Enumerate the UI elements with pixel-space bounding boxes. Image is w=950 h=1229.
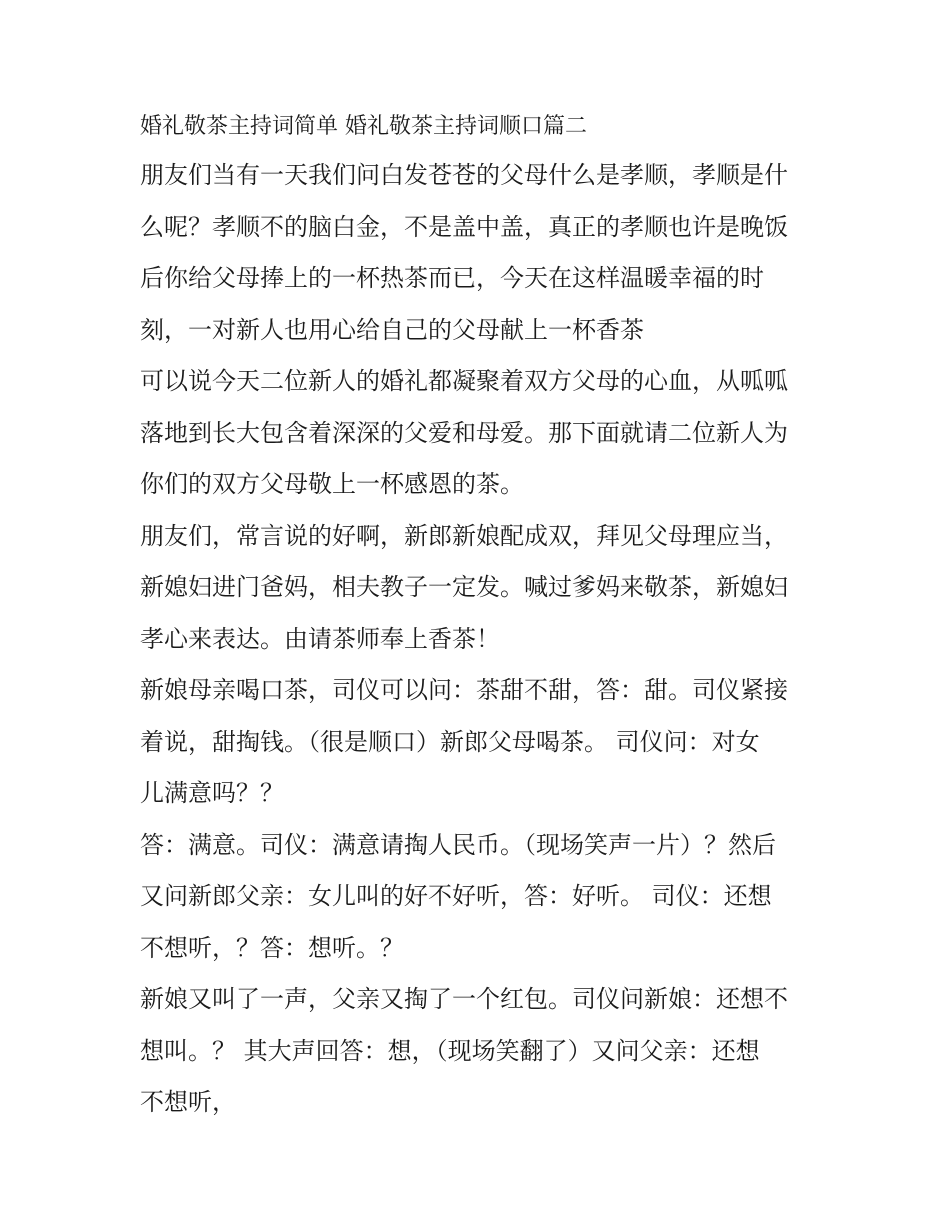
text-line: 后你给父母捧上的一杯热茶而已，今天在这样温暖幸福的时	[140, 264, 764, 292]
text-line: 又问新郎父亲：女儿叫的好不好听，答：好听。 司仪：还想	[140, 882, 772, 910]
text-line: 朋友们当有一天我们问白发苍苍的父母什么是孝顺，孝顺是什	[140, 161, 788, 189]
text-line: 朋友们，常言说的好啊，新郎新娘配成双，拜见父母理应当，	[140, 521, 788, 550]
text-line: 刻，一对新人也用心给自己的父母献上一杯香茶	[140, 315, 644, 344]
text-line: 答：满意。司仪：满意请掏人民币。（现场笑声一片）？然后	[140, 830, 776, 859]
text-line: 不想听，？答：想听。？	[140, 933, 404, 962]
text-line: 想叫。？ 其大声回答：想，（现场笑翻了）又问父亲：还想	[140, 1036, 760, 1065]
text-line: 新娘母亲喝口茶，司仪可以问：茶甜不甜，答：甜。司仪紧接	[140, 676, 788, 704]
text-line: 落地到长大包含着深深的父爱和母爱。那下面就请二位新人为	[140, 418, 788, 447]
text-line: 么呢？孝顺不的脑白金，不是盖中盖，真正的孝顺也许是晚饭	[140, 212, 788, 241]
text-line: 孝心来表达。由请茶师奉上香茶！	[140, 624, 500, 653]
text-line: 新娘又叫了一声，父亲又掏了一个红包。司仪问新娘：还想不	[140, 985, 788, 1013]
text-line: 儿满意吗？？	[140, 779, 284, 807]
document-title: 婚礼敬茶主持词简单 婚礼敬茶主持词顺口篇二	[140, 114, 587, 139]
text-line: 着说，甜掏钱。（很是顺口）新郎父母喝茶。 司仪问：对女	[140, 727, 760, 756]
text-line: 新媳妇进门爸妈，相夫教子一定发。喊过爹妈来敬茶，新媳妇	[140, 573, 788, 601]
document-body	[140, 108, 820, 1129]
text-line: 可以说今天二位新人的婚礼都凝聚着双方父母的心血，从呱呱	[140, 367, 788, 395]
text-line: 你们的双方父母敬上一杯感恩的茶。	[140, 470, 524, 498]
text-line: 不想听，	[140, 1088, 236, 1116]
